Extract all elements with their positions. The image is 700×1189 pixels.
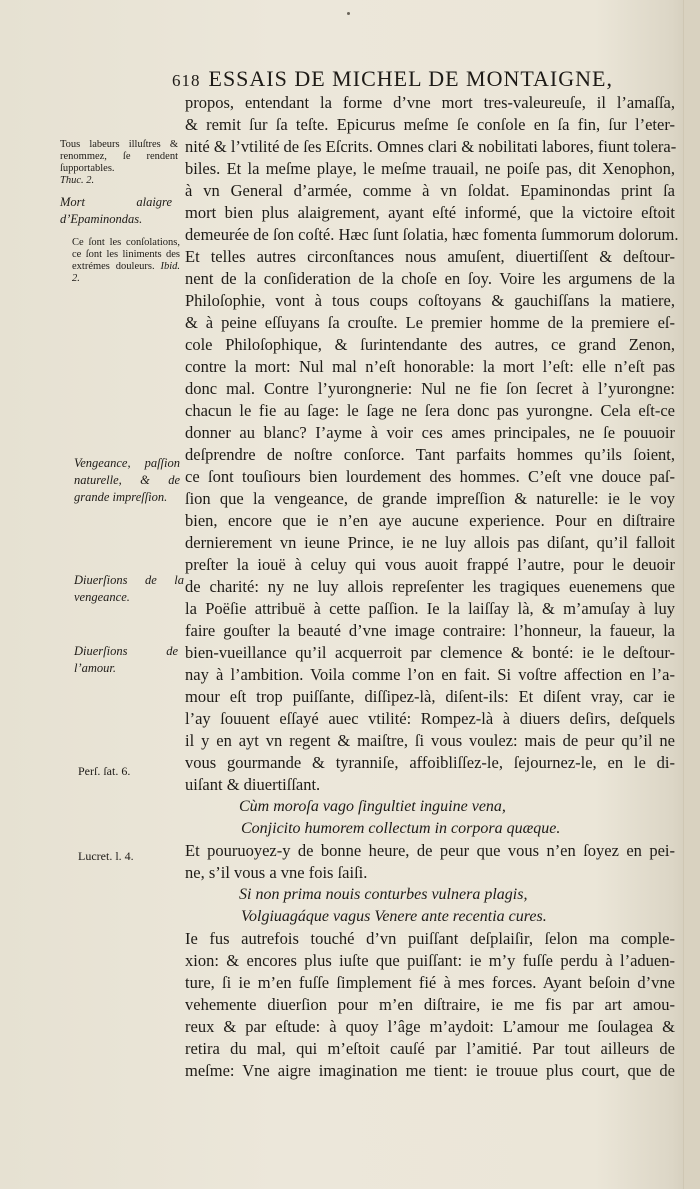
- text-line: preſter la iouë à celuy qui vous auoit frappé l’autre, pour le deuoir: [185, 555, 675, 574]
- text-line: faire gouſter la beauté d’vne image contraire: l’honneur, la faueur, la: [185, 621, 675, 640]
- text-line: ſion que la vengeance, de grande impreſſion & naturelle: ie le voy: [185, 489, 675, 508]
- text-line: Ie fus autrefois touché d’vn puiſſant deſplaiſir, ſelon ma comple-: [185, 929, 675, 948]
- margin-note-source: Ibid. 2.: [72, 261, 181, 284]
- text-line: il y en ayt vn regent & maiſtre, ſi vous voulez: mais de peur qu’il ne: [185, 731, 675, 750]
- text-line: meſme: Vne aigre imagination me tient: ie trouue plus court, que de: [185, 1061, 675, 1080]
- text-line: biles. Et la meſme playe, le meſme trauail, ne poiſe pas, dit Xenophon,: [185, 159, 675, 178]
- margin-note-diversions-love: Diuerſions de l’amour.: [74, 644, 178, 675]
- text-line: & à peine eſſuyans ſa crouſte. Le premier homme de la premiere eſ-: [185, 313, 675, 332]
- text-line: retira du mal, qui m’eſtoit cauſé par l’amitié. Par tout ailleurs de: [185, 1039, 675, 1058]
- margin-note-lucretius: Lucret. l. 4.: [78, 849, 134, 863]
- printer-mark: [347, 12, 350, 15]
- margin-note-persius: Perſ. ſat. 6.: [78, 764, 131, 778]
- text-line: xion: & encores plus iuſte que puiſſant: ie m’y fuſſe perdu à l’aduen-: [185, 951, 675, 970]
- text-line: vehemente diuerſion pour m’en diſtraire, ie me fis par art amou-: [185, 995, 675, 1014]
- text-line: reux & par eſtude: à quoy l’âge m’aydoit: L’amour me ſoulagea &: [185, 1017, 675, 1036]
- text-line: mour eſt trop puiſſante, diſſipez-là, diſent-ils: Et diſent vray, car ie: [185, 687, 675, 706]
- text-line: nay à l’ambition. Voila comme l’on en fait. Si voſtre affection en l’a-: [185, 665, 675, 684]
- text-line: de charité: ny ne luy allois repreſenter les tragiques euenemens que: [185, 577, 675, 596]
- text-line: dernierement vn ieune Prince, ie ne luy allois pas diſant, qu’il falloit: [185, 533, 675, 552]
- verse-line: Si non prima nouis conturbes vulnera plagis,: [239, 886, 528, 903]
- margin-note-epaminondas: Mort alaigre d’Epaminondas.: [60, 195, 172, 226]
- text-line: Et pouruoyez-y de bonne heure, de peur que vous n’en ſoyez en pei-: [185, 841, 675, 860]
- margin-note-vengeance: Vengeance, paſſion naturelle, & de grande impreſſion.: [74, 456, 180, 504]
- text-line: donc mal. Contre l’yurongnerie: Nul ne fie ſon ſecret à l’yurongne:: [185, 379, 675, 398]
- text-line: chacun le fie au ſage: le ſage ne ſera donc pas yurongne. Cela eſt-ce: [185, 401, 675, 420]
- text-line: uiſant & diuertiſſant.: [185, 775, 321, 794]
- text-line: propos, entendant la forme d’vne mort tres-valeureuſe, il l’amaſſa,: [185, 93, 675, 112]
- text-line: vous gourmande & tyranniſe, affoibliſſez-le, ſejournez-le, en le di-: [185, 753, 675, 772]
- verse-line: Volgiuagáque vagus Venere ante recentia cures.: [241, 908, 547, 925]
- margin-note-labors: Tous labeurs illuſtres & renommez, ſe rendent ſupportables. Thuc. 2.: [60, 139, 178, 186]
- main-text-column: [185, 92, 679, 1082]
- text-line: & remit ſur ſa teſte. Epicurus meſme ſe conſole en ſa fin, ſur l’eter-: [185, 115, 675, 134]
- verse-line: Cùm moroſa vago ſingultiet inguine vena,: [239, 798, 506, 815]
- text-line: Philoſophie, vont à tous coups coſtoyans & gauchiſſans la matiere,: [185, 291, 675, 310]
- text-line: bien-vueillance qu’il acquerroit par clemence & bonté: ie le deſtour-: [185, 643, 675, 662]
- text-line: bien, encore que ie n’en aye aucune experience. Pour en diſtraire: [185, 511, 675, 530]
- page-number: 618: [172, 71, 201, 90]
- book-title: ESSAIS DE MICHEL DE MONTAIGNE,: [208, 66, 613, 91]
- text-line: la Poëſie attribuë à cette paſſion. Ie la laiſſay là, & m’amuſay à luy: [185, 599, 675, 618]
- text-line: ce ſont touſiours bien lourdement des hommes. C’eſt vne douce paſ-: [185, 467, 675, 486]
- facing-page-edge: [683, 0, 700, 1189]
- text-line: l’ay ſouuent eſſayé auec vtilité: Rompez-là à diuers deſirs, deſquels: [185, 709, 675, 728]
- text-line: nité & l’vtilité de ſes Eſcrits. Omnes clari & nobilitati labores, fiunt tolera-: [185, 137, 677, 156]
- text-line: demeurée de ſon coſté. Hæc ſunt ſolatia, hæc fomenta ſummorum dolorum.: [185, 225, 679, 244]
- text-line: ne, s’il vous a vne fois ſaiſi.: [185, 863, 368, 882]
- text-line: donner au blanc? I’ayme à voir ces ames principales, ne ſe pouuoir: [185, 423, 675, 442]
- text-line: cole Philoſophique, & ſurintendante des autres, ce grand Zenon,: [185, 335, 675, 354]
- running-head: [172, 66, 672, 92]
- verse-line: Conjicito humorem collectum in corpora quæque.: [241, 820, 561, 837]
- text-line: à vn General d’armée, comme à vn ſoldat. Epaminondas print ſa: [185, 181, 675, 200]
- text-line: nent de la conſideration de la choſe en ſoy. Voire les argumens de la: [185, 269, 675, 288]
- text-line: ture, ſi ie m’en fuſſe ſimplement fié à mes forces. Ayant beſoin d’vne: [185, 973, 675, 992]
- text-line: Et telles autres circonſtances nous amuſent, diuertiſſent & deſtour-: [185, 247, 675, 266]
- margin-note-source: Thuc. 2.: [60, 175, 95, 186]
- text-line: contre la mort: Nul mal n’eſt honorable: la mort l’eſt: elle n’eſt pas: [185, 357, 675, 376]
- text-line: mort bien plus alaigrement, ayant eſté informé, que la victoire eſtoit: [185, 203, 675, 222]
- margin-note-diversions-vengeance: Diuerſions de la vengeance.: [74, 573, 184, 604]
- text-line: deſprendre de noſtre conſorce. Tant parfaits hommes qu’ils ſoient,: [185, 445, 675, 464]
- margin-note-consolations: Ce ſont les conſolations, ce ſont les liniments des extrémes douleurs. Ibid. 2.: [72, 237, 181, 284]
